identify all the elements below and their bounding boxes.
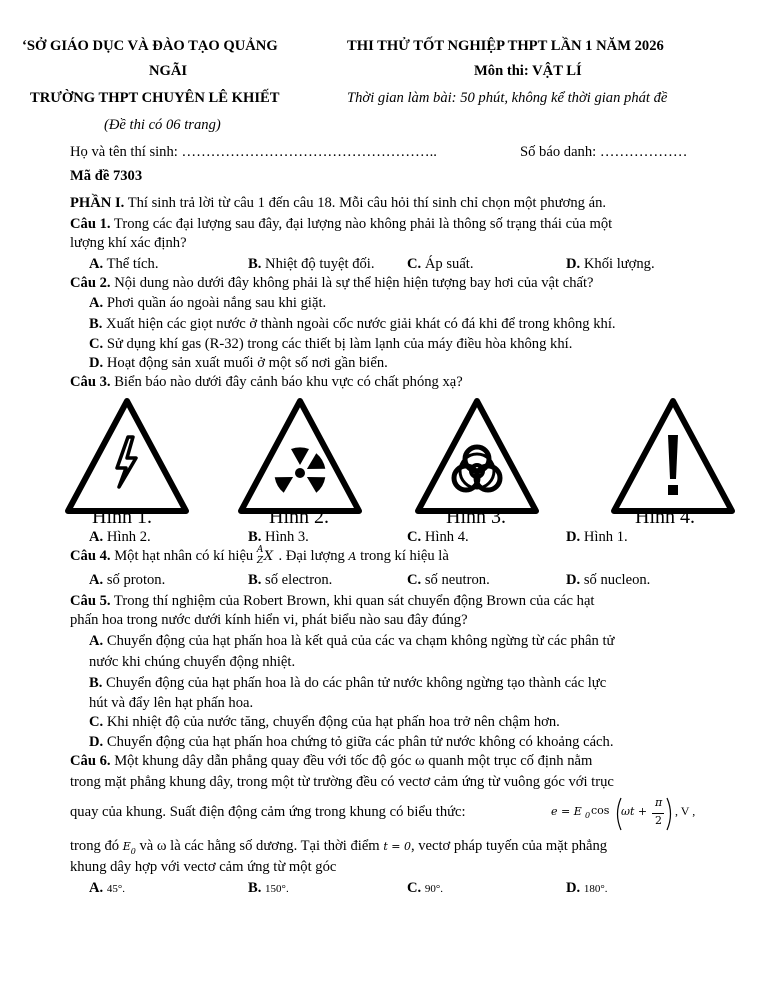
q4-text-mid: . Đại lượng xyxy=(274,548,349,564)
option-letter: A. xyxy=(89,529,104,545)
q6-option-a[interactable] xyxy=(89,880,125,898)
q5-text-cont: phấn hoa trong nước dưới kính hiển vi, phát biểu nào sau đây đúng? xyxy=(70,612,468,628)
exam-code: Mã đề 7303 xyxy=(70,168,143,184)
q4-option-b[interactable] xyxy=(248,572,332,589)
q1-label: Câu 1. xyxy=(70,216,111,232)
option-text: Nhiệt độ tuyệt đối. xyxy=(265,256,375,272)
q1-option-c[interactable] xyxy=(407,256,474,273)
q6-text-cont-4: khung dây hợp với vectơ cảm ứng từ một góc xyxy=(70,859,337,875)
option-text: 90°. xyxy=(424,883,444,895)
option-letter: D. xyxy=(89,355,104,371)
formula-cos: cos xyxy=(591,804,610,817)
option-text: Hình 2. xyxy=(106,529,151,545)
formula-pi: π xyxy=(655,796,663,809)
q3-label: Câu 3. xyxy=(70,374,111,390)
option-letter: D. xyxy=(566,529,581,545)
warning-sign-biohazard xyxy=(412,395,542,520)
q6-option-b[interactable] xyxy=(248,880,289,898)
question-2 xyxy=(70,275,594,292)
option-letter: A. xyxy=(89,256,104,272)
q1-text: Trong các đại lượng sau đây, đại lượng nào không phải là thông số trạng thái của một xyxy=(110,216,613,232)
option-text: Chuyển động của hạt phấn hoa là kết quả của các va chạm không ngừng từ các phân tử xyxy=(106,633,615,649)
q5-option-a[interactable] xyxy=(89,633,614,650)
option-text: Thể tích. xyxy=(106,256,159,272)
q5-label: Câu 5. xyxy=(70,593,111,609)
formula-two: 2 xyxy=(655,814,662,827)
right-paren-icon xyxy=(665,797,675,831)
option-text: Hoạt động sản xuất muối ở một số nơi gần biển. xyxy=(106,355,388,371)
exam-title: THI THỬ TỐT NGHIỆP THPT LẦN 1 NĂM 2026 xyxy=(347,38,664,54)
option-text: Khi nhiệt độ của nước tăng, chuyển động của hạt phấn hoa trở nên chậm hơn. xyxy=(106,714,560,730)
q2-option-c[interactable] xyxy=(89,336,572,353)
figure-label-4: Hình 4. xyxy=(635,506,695,528)
option-text: số proton. xyxy=(106,572,166,588)
option-text: Chuyển động của hạt phấn hoa chứng tỏ giữa các phân tử nước không có khoảng cách. xyxy=(106,734,614,750)
q1-text-cont: lượng khí xác định? xyxy=(70,235,187,251)
option-text: số nucleon. xyxy=(583,572,651,588)
option-letter: C. xyxy=(407,529,422,545)
question-3 xyxy=(70,374,463,391)
warning-sign-radiation xyxy=(235,395,365,520)
option-text: Chuyển động của hạt phấn hoa là do các phân tử nước không ngừng tạo thành các lực xyxy=(106,675,607,691)
part1-instruction xyxy=(70,195,606,212)
figure-label-1: Hình 1. xyxy=(92,506,152,528)
q2-option-d[interactable] xyxy=(89,355,388,372)
question-5 xyxy=(70,593,595,610)
option-letter: D. xyxy=(566,256,581,272)
nuclide-letter: X xyxy=(263,549,274,564)
formula-e: e = E xyxy=(551,805,582,818)
formula-sub: 0 xyxy=(585,811,591,820)
option-letter: A. xyxy=(89,880,104,896)
q1-option-d[interactable] xyxy=(566,256,655,273)
exclamation-icon xyxy=(668,435,678,495)
nuclide-mass-number: A xyxy=(256,545,264,555)
formula-arg: ωt + xyxy=(621,805,648,818)
option-text: Khối lượng. xyxy=(583,256,655,272)
q5-option-a-cont: nước khi chúng chuyển động nhiệt. xyxy=(89,654,296,670)
nuclide-atomic-number: Z xyxy=(256,556,264,566)
q6-option-c[interactable] xyxy=(407,880,443,898)
question-6 xyxy=(70,753,592,770)
q4-option-a[interactable] xyxy=(89,572,165,589)
q2-label: Câu 2. xyxy=(70,275,111,291)
figure-label-2: Hình 2. xyxy=(269,506,329,528)
option-text: 180°. xyxy=(583,883,608,895)
question-4 xyxy=(70,545,449,566)
option-letter: A. xyxy=(89,295,104,311)
exam-duration: Thời gian làm bài: 50 phút, không kể thời gian phát đề xyxy=(347,90,668,106)
q1-option-a[interactable] xyxy=(89,256,158,273)
option-letter: B. xyxy=(89,316,103,332)
q3-text: Biển báo nào dưới đây cảnh báo khu vực có chất phóng xạ? xyxy=(110,374,463,390)
option-text: 150°. xyxy=(265,883,289,895)
student-id-field: Số báo danh: ……………… xyxy=(520,144,688,160)
q4-text: Một hạt nhân có kí hiệu xyxy=(110,548,257,564)
q5-option-d[interactable] xyxy=(89,734,613,751)
part1-text: Thí sinh trả lời từ câu 1 đến câu 18. Mỗi câu hỏi thí sinh chỉ chọn một phương án. xyxy=(124,195,607,211)
option-letter: C. xyxy=(407,880,422,896)
option-text: Áp suất. xyxy=(424,256,474,272)
q6-text-cont-1: trong mặt phẳng khung dây, trong một từ trường đều có vectơ cảm ứng từ vuông góc với trục xyxy=(70,774,614,790)
q2-text: Nội dung nào dưới đây không phải là sự thể hiện hiện tượng bay hơi của vật chất? xyxy=(110,275,594,291)
q2-option-a[interactable] xyxy=(89,295,326,312)
option-text: Hình 1. xyxy=(583,529,628,545)
page-count-note: (Đề thi có 06 trang) xyxy=(104,117,221,133)
option-letter: C. xyxy=(407,256,422,272)
warning-sign-electric xyxy=(62,395,192,520)
option-letter: A. xyxy=(89,572,104,588)
q6-text-cont-3 xyxy=(70,838,607,860)
formula-unit: , V , xyxy=(675,804,696,818)
q6-text: Một khung dây dẫn phẳng quay đều với tốc độ góc ω quanh một trục cố định nằm xyxy=(110,753,593,769)
q3-option-a[interactable] xyxy=(89,529,151,546)
q6-option-d[interactable] xyxy=(566,880,608,898)
q4-text-end: trong kí hiệu là xyxy=(356,548,449,564)
option-text: Xuất hiện các giọt nước ở thành ngoài cốc nước giải khát có đá khi để trong không khí. xyxy=(106,316,616,332)
option-letter: B. xyxy=(89,675,103,691)
option-text: số electron. xyxy=(265,572,333,588)
option-letter: C. xyxy=(407,572,422,588)
option-text: 45°. xyxy=(106,883,126,895)
option-letter: B. xyxy=(248,256,262,272)
school-authority-cont: NGÃI xyxy=(149,63,188,79)
option-letter: D. xyxy=(89,734,104,750)
option-letter: B. xyxy=(248,572,262,588)
part1-title: PHẦN I. xyxy=(70,195,125,211)
figure-label-3: Hình 3. xyxy=(446,506,506,528)
q6-e0: E xyxy=(122,840,131,853)
school-name: TRƯỜNG THPT CHUYÊN LÊ KHIẾT xyxy=(30,90,280,106)
q6-t0: t = 0 xyxy=(383,840,411,853)
q6-text4a: trong đó xyxy=(70,838,123,854)
q4-option-d[interactable] xyxy=(566,572,650,589)
q4-option-c[interactable] xyxy=(407,572,490,589)
option-text: Phơi quần áo ngoài nắng sau khi giặt. xyxy=(106,295,327,311)
nuclide-symbol xyxy=(256,545,275,566)
option-letter: B. xyxy=(248,529,262,545)
option-text: Hình 3. xyxy=(265,529,309,545)
exam-subject: Môn thi: VẬT LÍ xyxy=(474,63,582,79)
q5-option-b[interactable] xyxy=(89,675,606,692)
option-letter: C. xyxy=(89,714,104,730)
q3-option-c[interactable] xyxy=(407,529,469,546)
q5-option-c[interactable] xyxy=(89,714,560,731)
warning-sign-general xyxy=(608,395,738,520)
q6-text4b: và ω là các hằng số dương. Tại thời điểm xyxy=(135,838,384,854)
option-text: Hình 4. xyxy=(424,529,469,545)
q6-text4c: , vectơ pháp tuyến của mặt phẳng xyxy=(410,838,608,854)
option-text: số neutron. xyxy=(424,572,490,588)
option-letter: C. xyxy=(89,336,104,352)
option-letter: D. xyxy=(566,880,581,896)
option-text: Sử dụng khí gas (R-32) trong các thiết bị làm lạnh của máy điều hòa không khí. xyxy=(106,336,573,352)
q3-option-d[interactable] xyxy=(566,529,628,546)
school-authority: ‘SỞ GIÁO DỤC VÀ ĐÀO TẠO QUẢNG xyxy=(22,38,278,54)
option-letter: B. xyxy=(248,880,262,896)
q5-option-b-cont: hút và đẩy lên hạt phấn hoa. xyxy=(89,695,254,711)
question-1 xyxy=(70,216,612,233)
q6-text-line3: quay của khung. Suất điện động cảm ứng trong khung có biểu thức: xyxy=(70,804,466,820)
option-letter: A. xyxy=(89,633,104,649)
q2-option-b[interactable] xyxy=(89,316,616,333)
option-letter: D. xyxy=(566,572,581,588)
q6-text-cont-2 xyxy=(70,804,466,821)
student-name-field: Họ và tên thí sinh: …………………………………………….. xyxy=(70,144,437,160)
q1-option-b[interactable] xyxy=(248,256,375,273)
q6-label: Câu 6. xyxy=(70,753,111,769)
q4-label: Câu 4. xyxy=(70,548,111,564)
q4-variable: A xyxy=(348,550,357,563)
q6-e0-sub: 0 xyxy=(130,846,136,856)
q5-text: Trong thí nghiệm của Robert Brown, khi quan sát chuyển động Brown của các hạt xyxy=(110,593,595,609)
